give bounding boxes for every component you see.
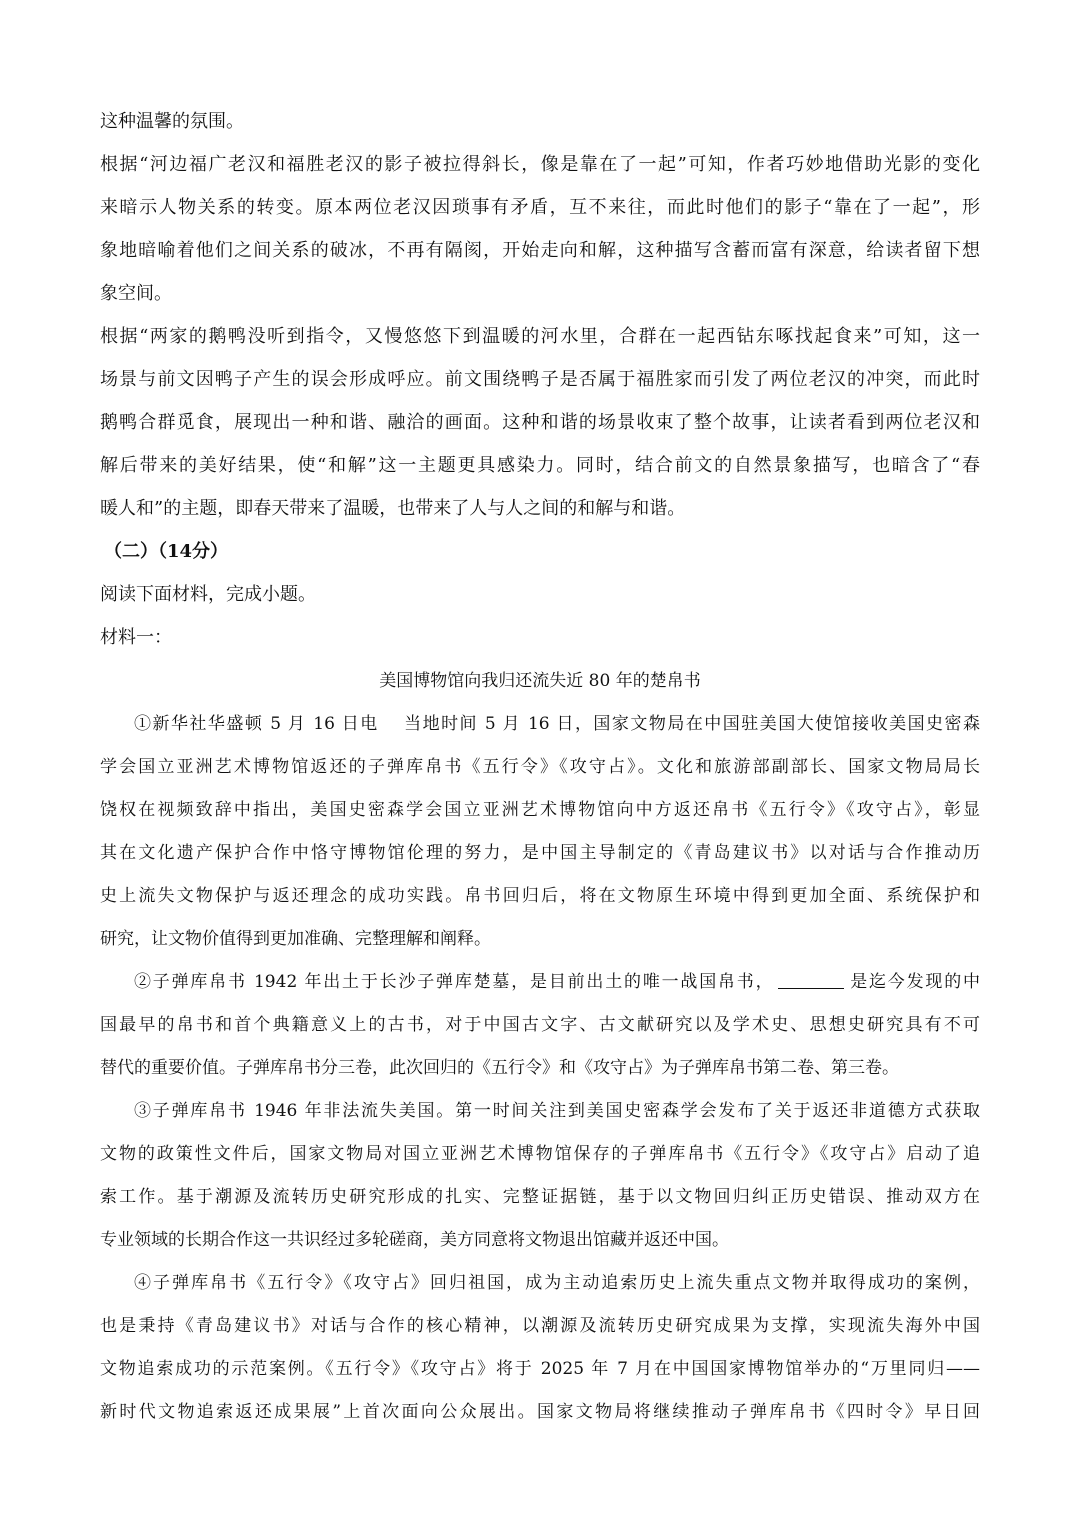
text-span: 是迄今发现的中 bbox=[848, 972, 980, 992]
text-line: ④子弹库帛书《五行令》《攻守占》回归祖国，成为主动追索历史上流失重点文物并取得成功的案例， bbox=[134, 1273, 980, 1293]
text-line: 替代的重要价值。子弹库帛书分三卷，此次回归的《五行令》和《攻守占》为子弹库帛书第二卷、第三卷。 bbox=[100, 1058, 899, 1078]
text-line: 场景与前文因鸭子产生的误会形成呼应。前文围绕鸭子是否属于福胜家而引发了两位老汉的冲突，而此时 bbox=[100, 369, 980, 390]
article-paragraph-3 bbox=[100, 1090, 980, 1262]
analysis-paragraph-3 bbox=[100, 315, 980, 530]
article-body bbox=[100, 703, 980, 1434]
text-line: 研究，让文物价值得到更加准确、完整理解和阐释。 bbox=[100, 929, 491, 949]
text-line: 解后带来的美好结果，使“和解”这一主题更具感染力。同时，结合前文的自然景象描写，也暗含了“春 bbox=[100, 455, 980, 476]
text-line: 象地暗喻着他们之间关系的破冰，不再有隔阂，开始走向和解，这种描写含蓄而富有深意，给读者留下想 bbox=[100, 240, 980, 261]
text-line: 索工作。基于潮源及流转历史研究形成的扎实、完整证据链，基于以文物回归纠正历史错误、推动双方在 bbox=[100, 1187, 980, 1207]
text-line bbox=[100, 961, 980, 1004]
text-line: 根据“两家的鹅鸭没听到指令，又慢悠悠下到温暖的河水里，合群在一起西钻东啄找起食来”可知，这一 bbox=[100, 326, 980, 347]
text-line: 其在文化遗产保护合作中恪守博物馆伦理的努力，是中国主导制定的《青岛建议书》以对话与合作推动历 bbox=[100, 843, 980, 863]
analysis-paragraph-1 bbox=[100, 100, 980, 143]
text-line: 国最早的帛书和首个典籍意义上的古书，对于中国古文字、古文献研究以及学术史、思想史研究具有不可 bbox=[100, 1015, 980, 1035]
document-page bbox=[100, 100, 980, 1434]
text-line: 来暗示人物关系的转变。原本两位老汉因琐事有矛盾，互不来往，而此时他们的影子“靠在了一起”，形 bbox=[100, 197, 980, 218]
article-paragraph-2 bbox=[100, 961, 980, 1090]
section-heading: （二）（14分） bbox=[104, 541, 229, 562]
text-line: 文物的政策性文件后，国家文物局对国立亚洲艺术博物馆保存的子弹库帛书《五行令》《攻守占》启动了追 bbox=[100, 1144, 980, 1164]
text-line: 饶权在视频致辞中指出，美国史密森学会国立亚洲艺术博物馆向中方返还帛书《五行令》《攻守占》，彰显 bbox=[100, 800, 980, 820]
text-line: ③子弹库帛书 1946 年非法流失美国。第一时间关注到美国史密森学会发布了关于返还非道德方式获取 bbox=[134, 1101, 980, 1121]
text-line: 根据“河边福广老汉和福胜老汉的影子被拉得斜长，像是靠在了一起”可知，作者巧妙地借助光影的变化 bbox=[100, 154, 980, 175]
text-line: 象空间。 bbox=[100, 283, 172, 304]
analysis-paragraph-2 bbox=[100, 143, 980, 315]
text-line: 新时代文物追索返还成果展”上首次面向公众展出。国家文物局将继续推动子弹库帛书《四时令》早日回 bbox=[100, 1402, 980, 1422]
fill-in-blank[interactable] bbox=[778, 972, 844, 989]
text-line: 这种温馨的氛围。 bbox=[100, 111, 244, 132]
section-instruction: 阅读下面材料，完成小题。 bbox=[100, 584, 316, 605]
text-line: 也是秉持《青岛建议书》对话与合作的核心精神，以潮源及流转历史研究成果为支撑，实现流失海外中国 bbox=[100, 1316, 980, 1336]
material-label: 材料一： bbox=[100, 627, 172, 648]
text-line: 专业领域的长期合作这一共识经过多轮磋商，美方同意将文物退出馆藏并返还中国。 bbox=[100, 1230, 729, 1250]
article-title: 美国博物馆向我归还流失近 80 年的楚帛书 bbox=[379, 671, 701, 691]
text-line: 文物追索成功的示范案例。《五行令》《攻守占》将于 2025 年 7 月在中国国家博物馆举办的“万里同归—— bbox=[100, 1359, 980, 1379]
text-line: 史上流失文物保护与返还理念的成功实践。帛书回归后，将在文物原生环境中得到更加全面、系统保护和 bbox=[100, 886, 980, 906]
text-line: 学会国立亚洲艺术博物馆返还的子弹库帛书《五行令》《攻守占》。文化和旅游部副部长、国家文物局局长 bbox=[100, 757, 980, 777]
text-line: 暖人和”的主题，即春天带来了温暖，也带来了人与人之间的和解与和谐。 bbox=[100, 498, 686, 519]
text-line: 鹅鸭合群觅食，展现出一种和谐、融洽的画面。这种和谐的场景收束了整个故事，让读者看到两位老汉和 bbox=[100, 412, 980, 433]
text-line: ①新华社华盛顿 5 月 16 日电 当地时间 5 月 16 日，国家文物局在中国驻美国大使馆接收美国史密森 bbox=[134, 714, 980, 734]
article-paragraph-4 bbox=[100, 1262, 980, 1434]
text-span: ②子弹库帛书 1942 年出土于长沙子弹库楚墓，是目前出土的唯一战国帛书， bbox=[134, 972, 775, 992]
article-paragraph-1 bbox=[100, 703, 980, 961]
